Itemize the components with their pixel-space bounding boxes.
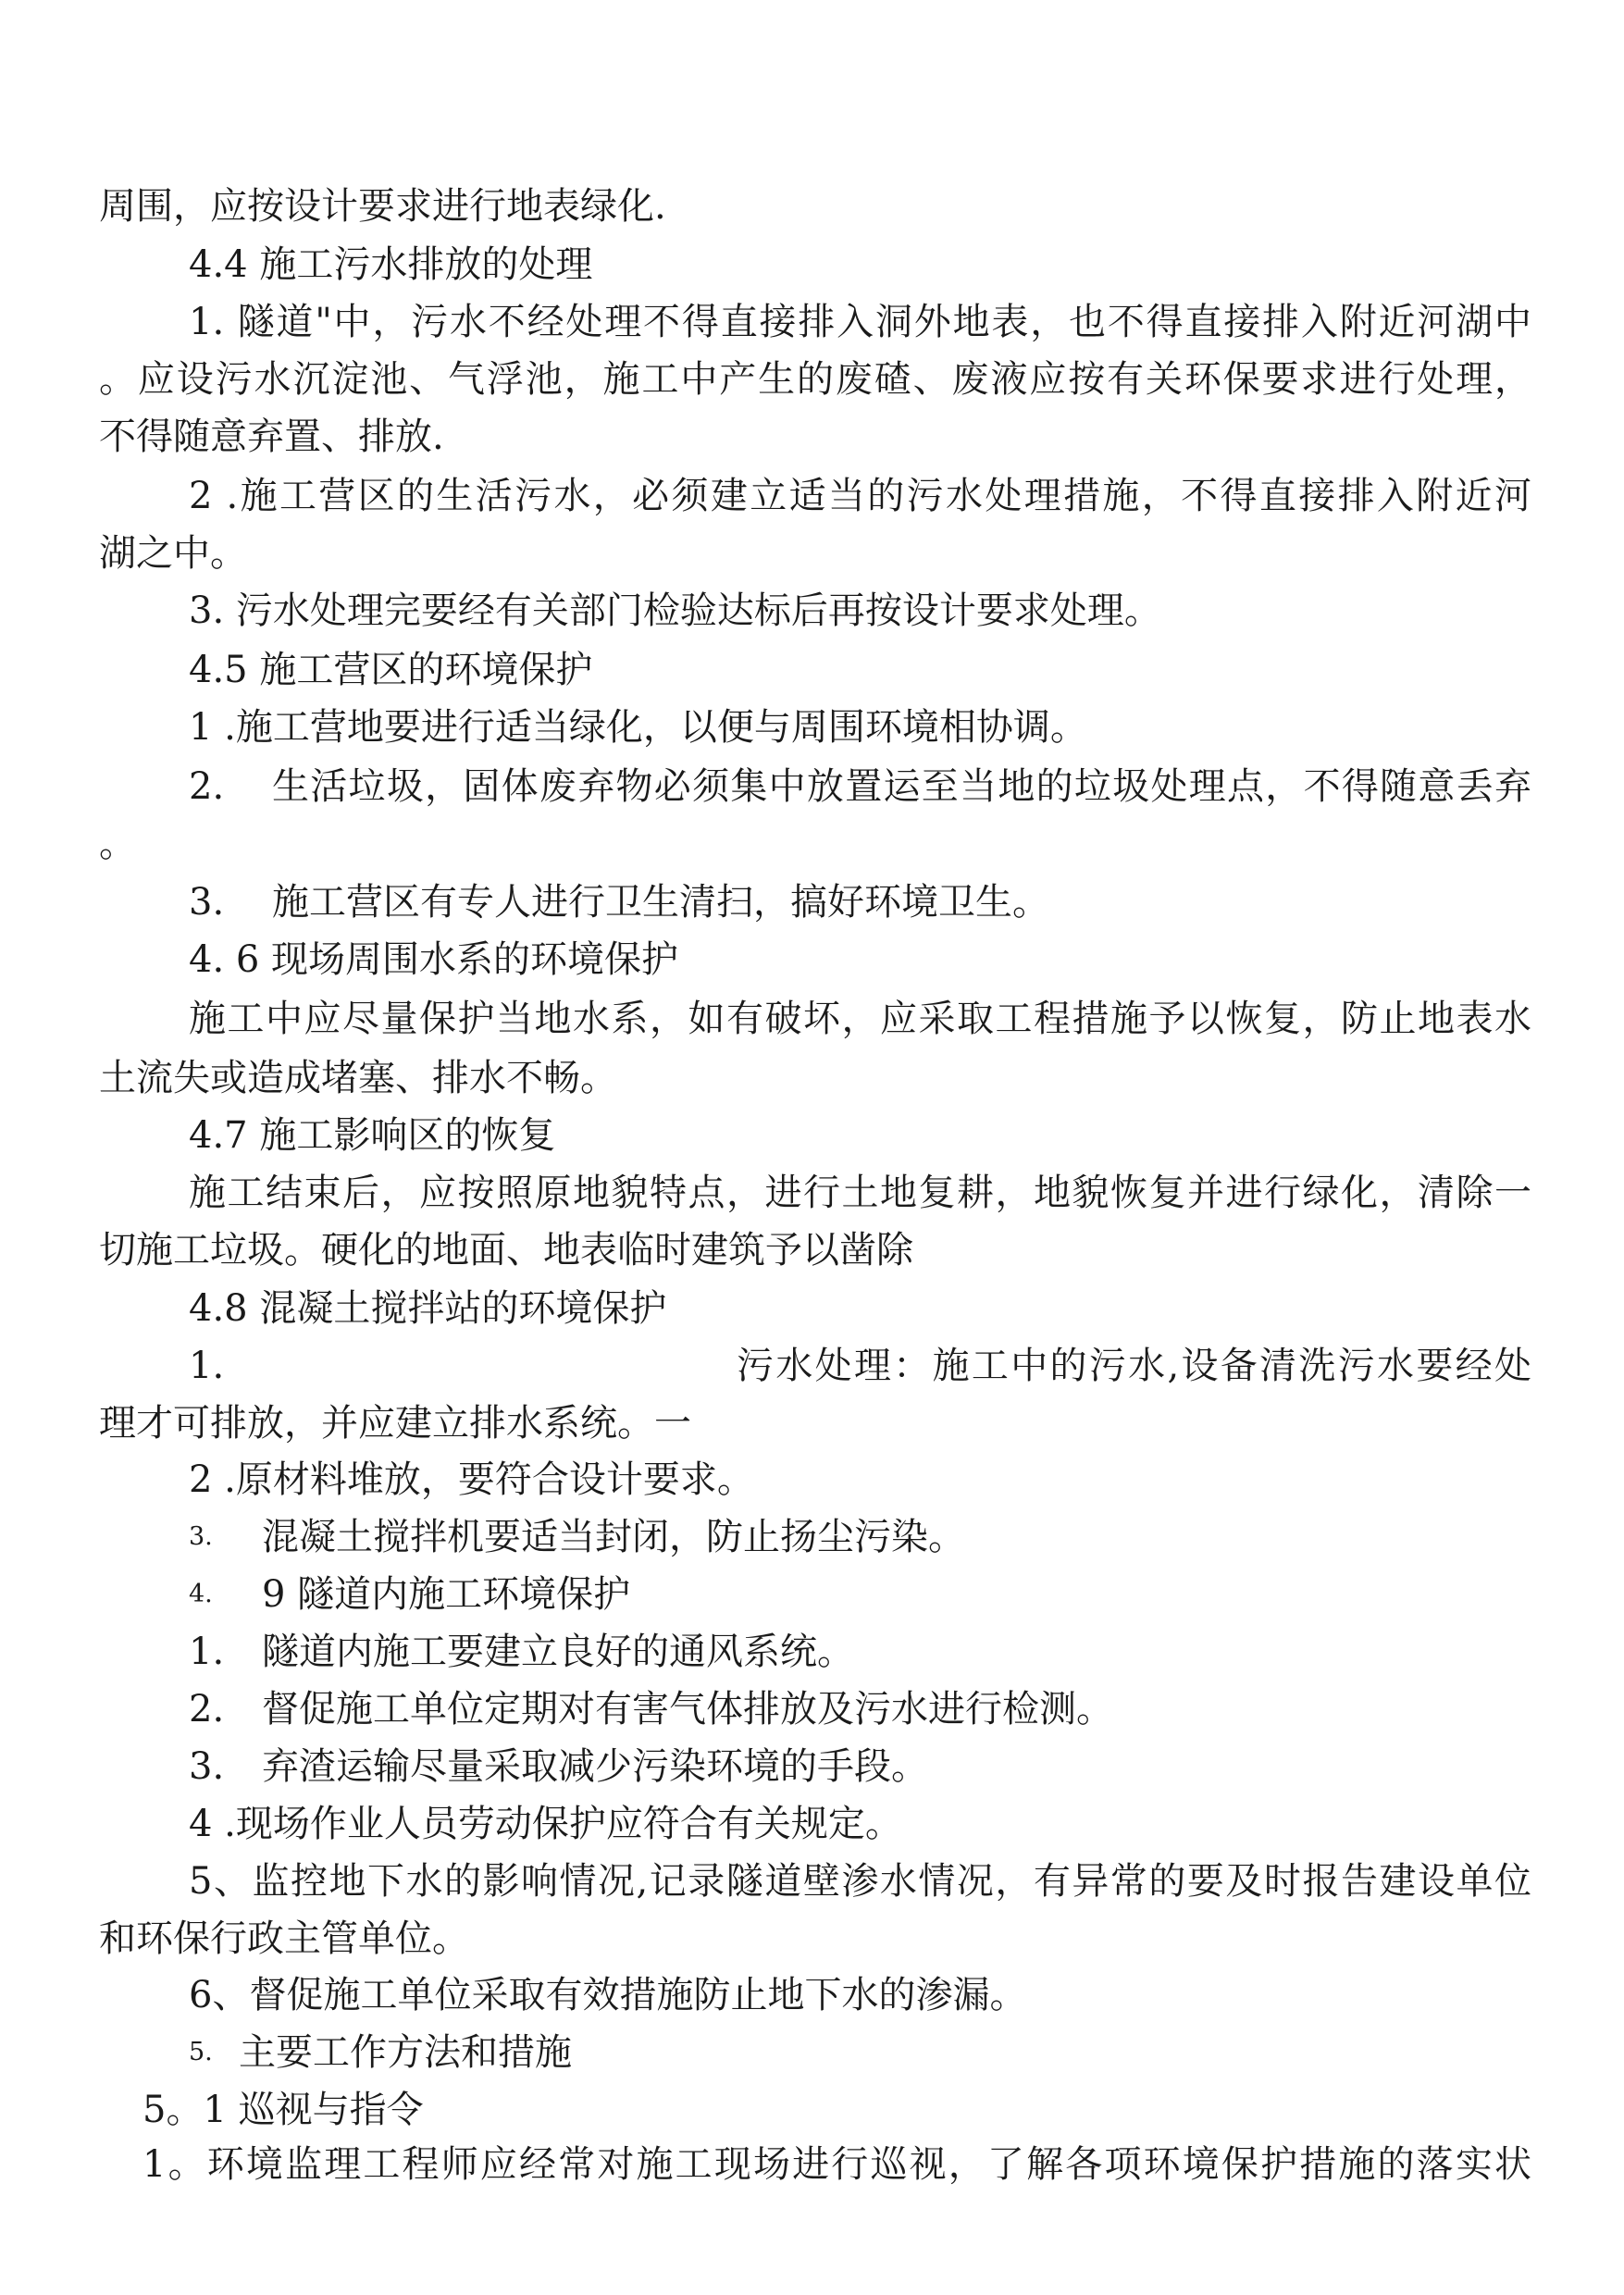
text-line: 施工结束后，应按照原地貌特点，进行土地复耕，地貌恢复并进行绿化，清除一 [189,1172,1531,1214]
text-line: 理才可排放，并应建立排水系统。一 [99,1402,691,1445]
text-line: 。 [99,823,136,865]
text-line: 1. 隧道"中，污水不经处理不得直接排入洞外地表，也不得直接排入附近河湖中 [189,301,1531,343]
section-heading: 4.7 施工影响区的恢复 [189,1114,556,1157]
section-heading: 5。1 巡视与指令 [143,2089,424,2131]
text-line: 5、监控地下水的影响情况,记录隧道壁渗水情况，有异常的要及时报告建设单位 [189,1860,1531,1903]
text-line: 周围，应按设计要求进行地表绿化. [99,185,666,228]
section-heading: 主要工作方法和措施 [239,2031,572,2074]
section-heading: 4.5 施工营区的环境保护 [189,649,593,691]
list-number: 1. [189,1345,225,1387]
section-heading: 9 隧道内施工环境保护 [262,1573,631,1616]
list-number: 3. [189,1745,225,1788]
text-line: 督促施工单位定期对有害气体排放及污水进行检测。 [262,1688,1113,1731]
section-heading: 4. 6 现场周围水系的环境保护 [189,938,679,981]
text-line: 施工中应尽量保护当地水系，如有破坏，应采取工程措施予以恢复，防止地表水 [189,998,1531,1040]
list-number: 2. [189,1688,225,1731]
text-line: 。应设污水沉淀池、气浮池，施工中产生的废碴、废液应按有关环保要求进行处理， [99,358,1531,401]
text-line: 污水处理：施工中的污水,设备清洗污水要经处 [737,1345,1531,1387]
list-number: 3. [189,1522,213,1551]
section-heading: 4.8 混凝土搅拌站的环境保护 [189,1287,667,1330]
text-line: 3. 污水处理完要经有关部门检验达标后再按设计要求处理。 [189,589,1161,632]
text-line: 1 .施工营地要进行适当绿化，以便与周围环境相协调。 [189,706,1087,749]
text-line: 4 .现场作业人员劳动保护应符合有关规定。 [189,1803,902,1845]
list-number: 5. [189,2038,213,2066]
text-line: 1。环境监理工程师应经常对施工现场进行巡视，了解各项环境保护措施的落实状 [143,2143,1531,2186]
list-number: 1. [189,1631,225,1673]
text-line: 施工营区有专人进行卫生清扫，搞好环境卫生。 [272,881,1049,924]
text-line: 和环保行政主管单位。 [99,1917,469,1960]
text-line: 不得随意弃置、排放. [99,416,444,458]
text-line: 混凝土搅拌机要适当封闭，防止扬尘污染。 [262,1516,965,1558]
text-line: 6、督促施工单位采取有效措施防止地下水的渗漏。 [189,1974,1027,2016]
section-heading: 4.4 施工污水排放的处理 [189,243,593,286]
list-number: 3. [189,881,225,924]
text-line: 2 .原材料堆放，要符合设计要求。 [189,1458,754,1501]
list-number: 4. [189,1580,213,1608]
text-line: 土流失或造成堵塞、排水不畅。 [99,1057,617,1099]
text-line: 生活垃圾，固体废弃物必须集中放置运至当地的垃圾处理点，不得随意丢弃 [272,765,1531,808]
text-line: 2 .施工营区的生活污水，必须建立适当的污水处理措施，不得直接排入附近河 [189,475,1531,517]
text-line: 湖之中。 [99,532,247,575]
text-line: 隧道内施工要建立良好的通风系统。 [262,1631,854,1673]
text-line: 弃渣运输尽量采取减少污染环境的手段。 [262,1745,928,1788]
text-line: 切施工垃圾。硬化的地面、地表临时建筑予以凿除 [99,1229,913,1272]
list-number: 2. [189,765,225,808]
